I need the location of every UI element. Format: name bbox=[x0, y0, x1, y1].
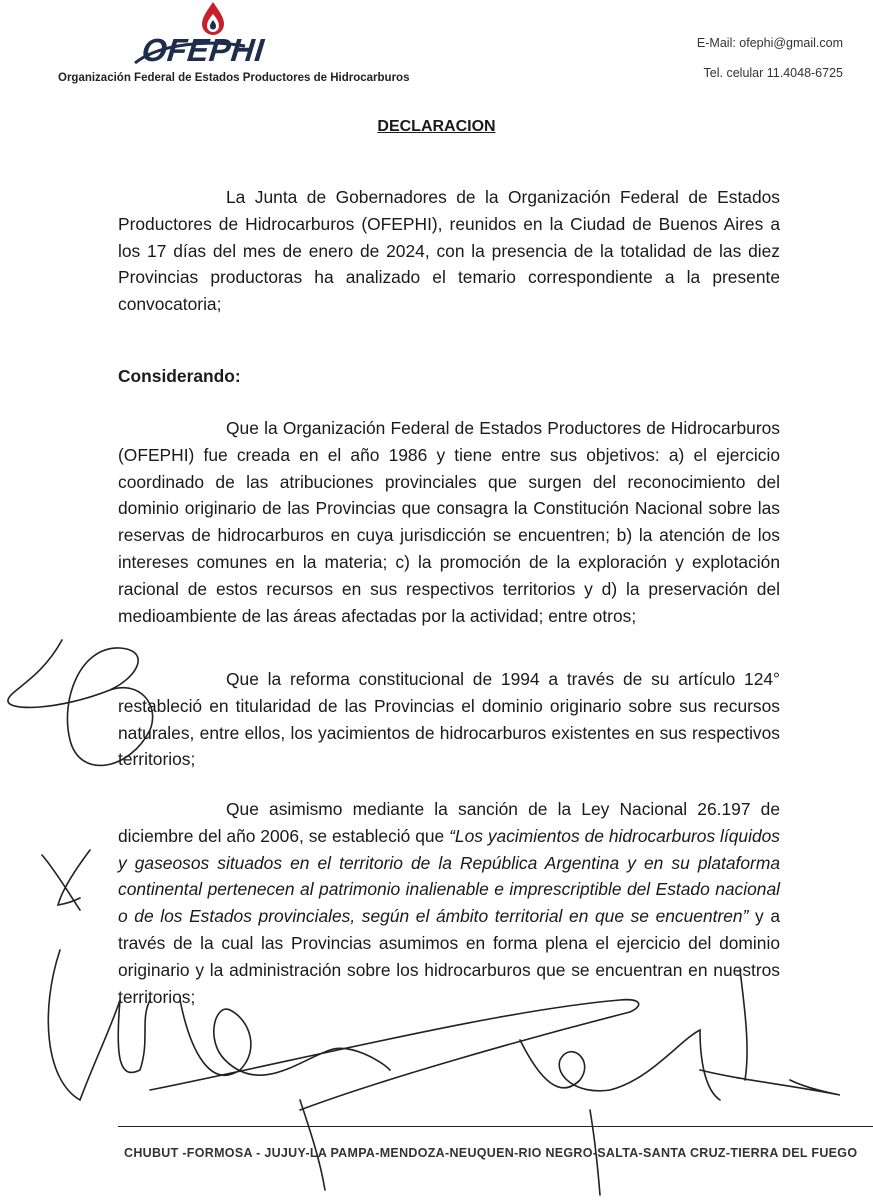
intro-paragraph: La Junta de Gobernadores de la Organización Federal de Estados Productores de Hidrocarburos (OFEPHI), reunidos en la Ciudad de Buenos Aires a los 17 días del mes de enero de 2024, con la presencia de la totalidad de las diez Provincias productoras ha analizado el temario correspondiente a la presente convocatoria; bbox=[118, 187, 780, 315]
paragraph-ley-start: Que asimismo mediante la sanción de la Ley Nacional 26.197 de diciembre del año 2006, se estableció que bbox=[118, 799, 780, 846]
signature-middle bbox=[180, 1000, 390, 1075]
email-text: E-Mail: ofephi@gmail.com bbox=[696, 36, 843, 50]
flame-drop-icon bbox=[196, 0, 230, 36]
considering-heading: Considerando: bbox=[118, 366, 241, 386]
contact-info bbox=[697, 36, 843, 96]
footer-divider bbox=[118, 1126, 873, 1127]
phone-text: Tel. celular 11.4048-6725 bbox=[703, 66, 843, 80]
paragraph-reform-1994: Que la reforma constitucional de 1994 a través de su artículo 124° restableció en titularidad de las Provincias el dominio originario sobre sus recursos naturales, entre ellos, los yacimientos de hidrocarburos existentes en sus respectivos territorios; bbox=[118, 669, 780, 770]
signature-right bbox=[520, 1030, 720, 1100]
paragraph-ley-end: y a través de la cual las Provincias asumimos en forma plena el ejercicio del dominio originario y la administración sobre los hidrocarburos que se encuentran en nuestros territorios; bbox=[118, 906, 780, 1007]
logo-text: OFEPHI bbox=[140, 32, 267, 68]
law-quote: “Los yacimientos de hidrocarburos líquidos y gaseosos situados en el territorio de la República Argentina y en su plataforma continental pertenecen al patrimonio inalienable e imprescriptible del Estado nacional o de los Estados provinciales, según el ámbito territorial en que se encuentren” bbox=[118, 825, 780, 927]
document-title: DECLARACION bbox=[377, 118, 496, 135]
signature-x-mark bbox=[42, 850, 90, 910]
organization-name: Organización Federal de Estados Productores de Hidrocarburos bbox=[58, 72, 410, 84]
footer-provinces: CHUBUT -FORMOSA - JUJUY-LA PAMPA-MENDOZA-NEUQUEN-RIO NEGRO-SALTA-SANTA CRUZ-TIERRA DEL FUEGO bbox=[124, 1146, 858, 1160]
signature-long-stroke bbox=[150, 1000, 639, 1110]
paragraph-ley-26197 bbox=[118, 796, 780, 1010]
paragraph-objectives: Que la Organización Federal de Estados Productores de Hidrocarburos (OFEPHI) fue creada en el año 1986 y tiene entre sus objetivos: a) el ejercicio coordinado de las atribuciones provinciales que surgen del reconocimiento del dominio originario de las Provincias que consagra la Constitución Nacional sobre las reservas de hidrocarburos en cuya jurisdicción se encuentren; b) la atención de los intereses comunes en la materia; c) la promoción de la exploración y explotación racional de estos recursos en sus respectivos territorios y d) la preservación del medioambiente de las áreas afectadas por la actividad; entre otros; bbox=[118, 418, 780, 626]
